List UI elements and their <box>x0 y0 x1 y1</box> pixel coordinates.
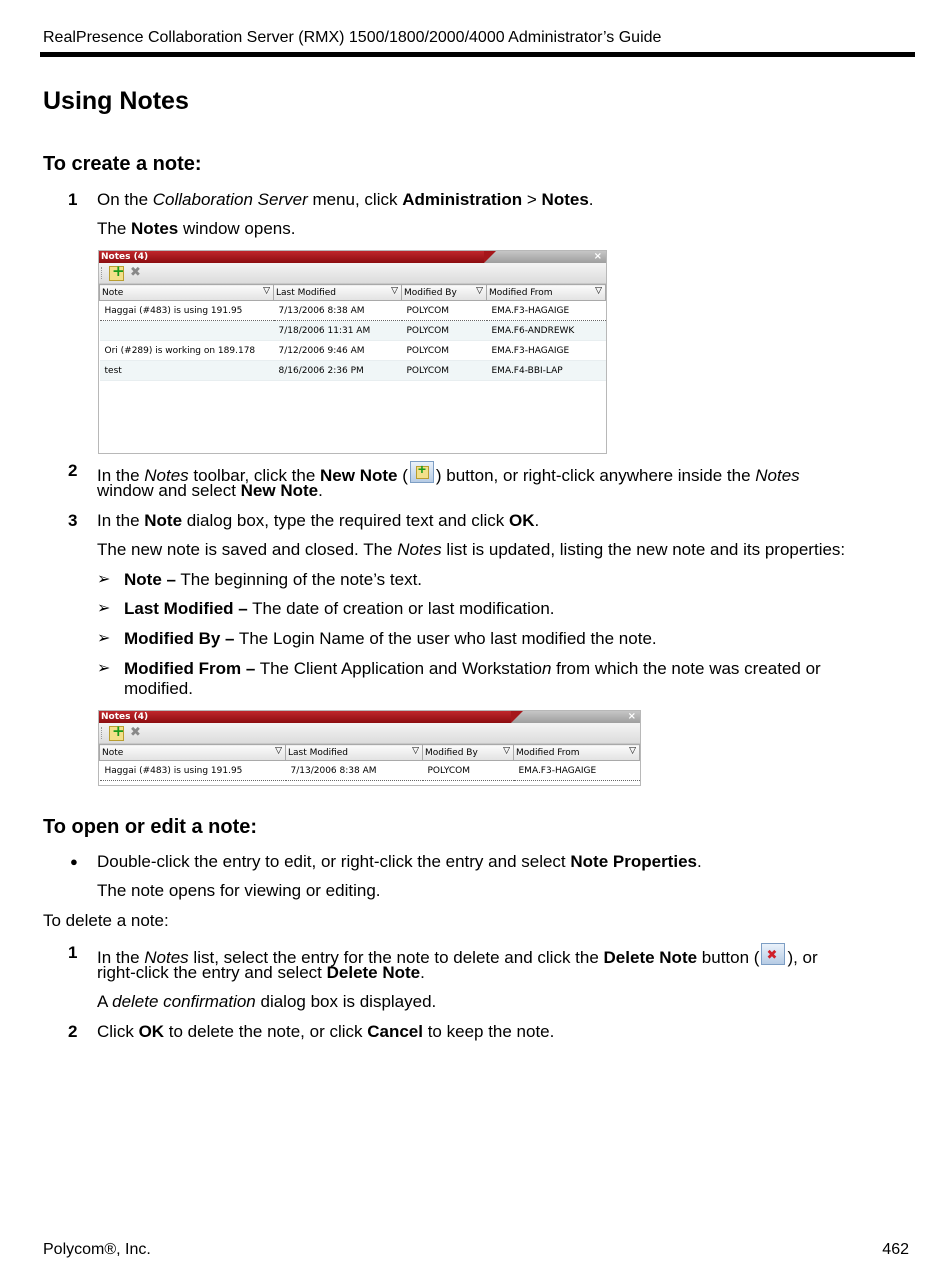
step-result: A delete confirmation dialog box is displayed. <box>97 992 437 1011</box>
filter-icon[interactable]: ▽ <box>412 746 419 756</box>
list-item-cont: modified. <box>124 679 193 698</box>
cell-modified-by: POLYCOM <box>402 341 487 361</box>
step-result: The new note is saved and closed. The Notes list is updated, listing the new note and its properties: <box>97 540 846 559</box>
cell-modified-by: POLYCOM <box>402 361 487 381</box>
list-item: Modified From – The Client Application and Workstation from which the note was created or <box>124 659 821 678</box>
step-number: 3 <box>68 511 78 530</box>
cell-modified-from: EMA.F3-HAGAIGE <box>487 301 606 321</box>
arrow-bullet-icon: ➢ <box>97 660 111 677</box>
arrow-bullet-icon: ➢ <box>97 571 111 588</box>
cell-modified-from: EMA.F3-HAGAIGE <box>514 761 640 781</box>
step-result: The Notes window opens. <box>97 219 296 238</box>
cell-note: Haggai (#483) is using 191.95 <box>100 761 286 781</box>
table-row[interactable] <box>100 301 606 321</box>
cell-modified-by: POLYCOM <box>423 761 514 781</box>
delete-note-icon[interactable]: ✖ <box>130 725 141 740</box>
filter-icon[interactable]: ▽ <box>263 286 270 296</box>
column-header-note[interactable]: Note ▽ <box>100 285 274 301</box>
step-text: In the Notes toolbar, click the New Note (+ ) button, or right-click anywhere inside the Notes <box>97 461 800 486</box>
notes-window-screenshot-new-entry <box>98 710 641 786</box>
page-title: Using Notes <box>43 87 189 115</box>
step-text: In the Notes list, select the entry for the note to delete and click the Delete Note button (✖ ), or <box>97 943 818 968</box>
cell-note <box>100 321 274 341</box>
column-header-modified-by[interactable]: Modified By ▽ <box>423 745 514 761</box>
cell-note: Haggai (#483) is using 191.95 <box>100 301 274 321</box>
step-text: On the Collaboration Server menu, click Administration > Notes. <box>97 190 594 209</box>
close-icon[interactable]: × <box>593 251 602 262</box>
new-note-icon[interactable] <box>109 266 124 281</box>
new-note-icon <box>410 461 434 483</box>
cell-modified-from: EMA.F3-HAGAIGE <box>487 341 606 361</box>
toolbar-grip-icon <box>101 727 104 739</box>
arrow-bullet-icon: ➢ <box>97 630 111 647</box>
table-row[interactable] <box>100 761 640 781</box>
notes-table <box>99 284 606 381</box>
step-text-cont: window and select New Note. <box>97 481 323 500</box>
cell-modified-by: POLYCOM <box>402 321 487 341</box>
cell-modified-from: EMA.F4-BBI-LAP <box>487 361 606 381</box>
running-header: RealPresence Collaboration Server (RMX) 1500/1800/2000/4000 Administrator’s Guide <box>43 29 662 46</box>
cell-last-modified: 7/13/2006 8:38 AM <box>286 761 423 781</box>
step-number: 2 <box>68 1022 78 1041</box>
column-header-modified-by[interactable]: Modified By ▽ <box>402 285 487 301</box>
step-number: 1 <box>68 190 78 209</box>
step-text: Click OK to delete the note, or click Cancel to keep the note. <box>97 1022 555 1041</box>
cell-last-modified: 7/12/2006 9:46 AM <box>274 341 402 361</box>
delete-note-icon <box>761 943 785 965</box>
column-header-last-modified[interactable]: Last Modified ▽ <box>274 285 402 301</box>
bullet-result: The note opens for viewing or editing. <box>97 881 381 900</box>
table-row[interactable] <box>100 341 606 361</box>
delete-note-icon[interactable]: ✖ <box>130 265 141 280</box>
bullet-text: Double-click the entry to edit, or right-click the entry and select Note Properties. <box>97 852 702 871</box>
column-header-modified-from[interactable]: Modified From ▽ <box>514 745 640 761</box>
notes-toolbar <box>99 723 640 744</box>
step-text-cont: right-click the entry and select Delete Note. <box>97 963 425 982</box>
page-number: 462 <box>882 1241 909 1258</box>
column-header-note[interactable]: Note ▽ <box>100 745 286 761</box>
column-header-last-modified[interactable]: Last Modified ▽ <box>286 745 423 761</box>
open-note-heading: To open or edit a note: <box>43 816 258 838</box>
footer-company: Polycom®, Inc. <box>43 1241 151 1258</box>
cell-note: test <box>100 361 274 381</box>
notes-table <box>99 744 640 781</box>
new-note-icon[interactable] <box>109 726 124 741</box>
list-item: Note – The beginning of the note’s text. <box>124 570 423 589</box>
filter-icon[interactable]: ▽ <box>275 746 282 756</box>
step-text: In the Note dialog box, type the required text and click OK. <box>97 511 540 530</box>
filter-icon[interactable]: ▽ <box>503 746 510 756</box>
step-number: 2 <box>68 461 78 480</box>
list-item: Last Modified – The date of creation or last modification. <box>124 599 555 618</box>
window-title-bar <box>99 251 606 263</box>
header-rule <box>40 52 915 57</box>
column-header-modified-from[interactable]: Modified From ▽ <box>487 285 606 301</box>
table-row[interactable] <box>100 361 606 381</box>
delete-note-intro: To delete a note: <box>43 911 169 930</box>
window-title-bar <box>99 711 640 723</box>
list-item: Modified By – The Login Name of the user who last modified the note. <box>124 629 657 648</box>
notes-window-screenshot <box>98 250 607 454</box>
cell-last-modified: 7/13/2006 8:38 AM <box>274 301 402 321</box>
filter-icon[interactable]: ▽ <box>476 286 483 296</box>
window-title: Notes (4) <box>101 712 149 722</box>
cell-modified-by: POLYCOM <box>402 301 487 321</box>
cell-last-modified: 7/18/2006 11:31 AM <box>274 321 402 341</box>
notes-toolbar <box>99 263 606 284</box>
toolbar-grip-icon <box>101 267 104 279</box>
close-icon[interactable]: × <box>627 711 636 722</box>
filter-icon[interactable]: ▽ <box>629 746 636 756</box>
step-number: 1 <box>68 943 78 962</box>
bullet-icon: ● <box>70 854 78 869</box>
cell-last-modified: 8/16/2006 2:36 PM <box>274 361 402 381</box>
window-title: Notes (4) <box>101 252 149 262</box>
cell-note: Ori (#289) is working on 189.178 <box>100 341 274 361</box>
filter-icon[interactable]: ▽ <box>391 286 398 296</box>
filter-icon[interactable]: ▽ <box>595 286 602 296</box>
cell-modified-from: EMA.F6-ANDREWK <box>487 321 606 341</box>
create-note-heading: To create a note: <box>43 153 202 175</box>
arrow-bullet-icon: ➢ <box>97 600 111 617</box>
table-row[interactable] <box>100 321 606 341</box>
